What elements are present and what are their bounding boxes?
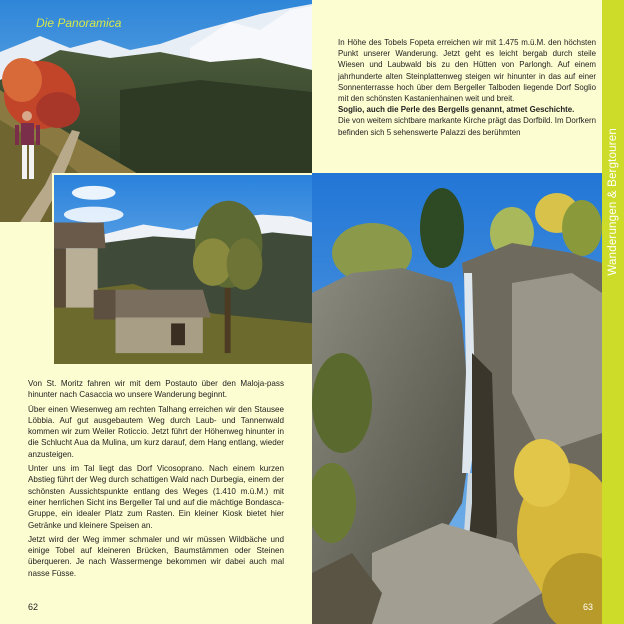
- photo-stone-huts: [52, 173, 312, 364]
- right-paragraph: In Höhe des Tobels Fopeta erreichen wir mit 1.475 m.ü.M. den höchsten Punkt unserer Wanderung. Jetzt geht es leicht bergab durch steile Wiesen und Laubwald bis zu den Hütten von Parlongh. Auf einem jahrhunderte alten Steinplattenweg steigen wir hinunter in das auf einer Sonnenterrasse hoch über dem Bergeller Talboden liegende Dorf Soglio mit den schönsten Kastanienhainen weit und breit.: [338, 38, 596, 104]
- left-paragraph: Unter uns im Tal liegt das Dorf Vicosoprano. Nach einem kurzen Abstieg führt der Weg durch schattigen Wald nach Durbegia, einem der schönsten Aussichtspunkte entlang des Weges (1.410 m.ü.M.) mit einer herrlichen Sicht ins Bergeller Tal und auf die mächtige Bondasca-Gruppe, ein idealer Platz zum Rasten. Ein kleiner Kiosk bietet hier Getränke und kleinere Speisen an.: [28, 464, 284, 530]
- page-number-left: 62: [28, 602, 39, 612]
- section-label-wrapper: [602, 0, 624, 624]
- right-body-text: [338, 37, 596, 138]
- left-paragraph: Jetzt wird der Weg immer schmaler und wir müssen Wildbäche und einige Tobel auf kleineren Brücken, Baumstämmen oder Steinen überqueren. Je nach Wassermenge bekommen wir dabei auch mal nasse Füsse.: [28, 534, 284, 578]
- right-paragraph: Die von weitem sichtbare markante Kirche prägt das Dorfbild. Im Dorfkern befinden sich 5 sehenswerte Palazzi des berühmten: [338, 116, 596, 137]
- right-page-text-area: [312, 0, 602, 173]
- section-label: Wanderungen & Bergtouren: [607, 128, 619, 276]
- photo-caption: Die Panoramica: [36, 16, 122, 30]
- left-body-text: [28, 378, 284, 582]
- page-number-right: 63: [583, 602, 594, 612]
- left-paragraph: Von St. Moritz fahren wir mit dem Postauto über den Maloja-pass hinunter nach Casaccia wo unsere Wanderung beginnt.: [28, 379, 284, 400]
- photo-waterfall: [312, 173, 602, 624]
- right-bold-line: Soglio, auch die Perle des Bergells genannt, atmet Geschichte.: [338, 105, 575, 115]
- left-paragraph: Über einen Wiesenweg am rechten Talhang erreichen wir den Stausee Löbbia. Auf gut ausgebautem Weg durch Laub- und Tannenwald kommen wir zum Weiler Roticcio. Jetzt führt der Höhenweg hinunter in die Schlucht Aua da Mulina, um kurz darauf, dem Hang entlang, wieder anzusteigen.: [28, 404, 284, 459]
